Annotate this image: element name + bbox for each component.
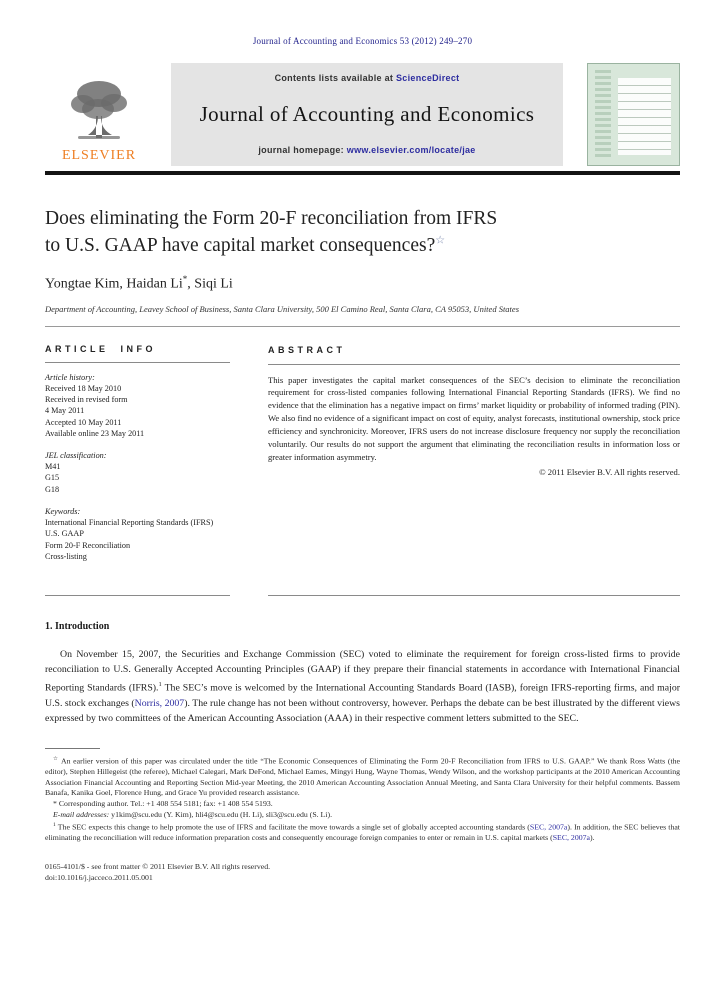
email-addresses-text: y1kim@scu.edu (Y. Kim), hli4@scu.edu (H. Li), sli3@scu.edu (S. Li). bbox=[109, 809, 333, 819]
title-block-divider bbox=[45, 326, 680, 327]
abstract-text: This paper investigates the capital market consequences of the SEC’s decision to eliminate the reconciliation requirement for cross-listed companies following International Financial Reporting Standards (IFRS). We find no evidence that the elimination has a negative impact on firms’ market liquidity or probability of informed trading (PIN). We also find no evidence of a significant impact on cost of equity, analyst forecasts, institutional ownership, stock price efficiency and synchronicity. Moreover, IFRS users do not increase disclosure frequency nor supply the reconciliation voluntarily. Our results do not support the argument that eliminating the reconciliation results in information loss or greater information asymmetry. bbox=[268, 374, 680, 462]
abstract-header-rule bbox=[268, 364, 680, 365]
intro-heading: 1. Introduction bbox=[45, 620, 110, 632]
sec-2007a-citation-link[interactable]: SEC, 2007a bbox=[552, 833, 590, 843]
footnote-corresponding-author bbox=[45, 799, 680, 810]
authors-pre: Yongtae Kim, Haidan Li bbox=[45, 276, 183, 292]
corresponding-author-asterisk: * bbox=[182, 274, 188, 284]
intro-text: ). The rule change has not been without controversy, however. Perhaps the debate can be best illustrated by the different views expressed by two committees of the American Accounting Association (AAA) in their respective comment letters submitted to the SEC. bbox=[45, 697, 680, 724]
cover-spine-decoration bbox=[595, 70, 611, 159]
history-line: Received 18 May 2010 bbox=[45, 384, 122, 394]
jel-label: JEL classification: bbox=[45, 451, 107, 461]
issn-copyright-line: 0165-4101/$ - see front matter © 2011 Elsevier B.V. All rights reserved. bbox=[45, 861, 271, 871]
cover-contents-lines bbox=[618, 78, 671, 155]
jel-code: G15 bbox=[45, 473, 60, 483]
keyword: U.S. GAAP bbox=[45, 529, 84, 539]
history-line: Available online 23 May 2011 bbox=[45, 428, 145, 438]
elsevier-wordmark: ELSEVIER bbox=[61, 148, 137, 163]
abstract-copyright: © 2011 Elsevier B.V. All rights reserved. bbox=[539, 466, 680, 477]
authors-line bbox=[45, 274, 680, 293]
sec-2007a-citation-link[interactable]: SEC, 2007a bbox=[529, 822, 568, 832]
elsevier-tree-icon bbox=[68, 78, 130, 146]
norris-2007-citation-link[interactable]: Norris, 2007 bbox=[134, 697, 185, 709]
footnote-emails bbox=[45, 810, 680, 821]
title-footnote-star: ☆ bbox=[435, 234, 446, 247]
history-line: Accepted 10 May 2011 bbox=[45, 417, 122, 427]
footnote-1-marker: 1 bbox=[53, 822, 56, 829]
keywords-label: Keywords: bbox=[45, 506, 81, 516]
abstract-header: ABSTRACT bbox=[268, 344, 346, 355]
jel-code: G18 bbox=[45, 484, 60, 494]
article-info-header-rule bbox=[45, 362, 230, 363]
article-info-header: ARTICLE INFO bbox=[45, 343, 156, 354]
banner-center bbox=[171, 63, 563, 166]
keyword: Form 20-F Reconciliation bbox=[45, 540, 131, 550]
intro-paragraph bbox=[45, 647, 680, 726]
keyword: International Financial Reporting Standards (IFRS) bbox=[45, 518, 214, 528]
elsevier-logo bbox=[45, 63, 153, 166]
homepage-prefix: journal homepage: bbox=[258, 145, 347, 155]
journal-title: Journal of Accounting and Economics bbox=[199, 101, 535, 126]
contents-line bbox=[275, 73, 460, 83]
footnote-corr-text: Corresponding author. Tel.: +1 408 554 5181; fax: +1 408 554 5193. bbox=[56, 798, 273, 808]
info-abstract-section bbox=[45, 344, 680, 596]
email-addresses-label: E-mail addresses: bbox=[53, 809, 110, 819]
footnote-star-marker: ☆ bbox=[53, 755, 59, 762]
sciencedirect-link[interactable]: ScienceDirect bbox=[396, 73, 460, 83]
footnote-1-text: ). In addition, the SEC believes that eliminating the reconciliation will reduce information preparation costs and consequently encourage foreign companies to enter or remain in U.S. capital markets ( bbox=[45, 822, 680, 843]
header-banner bbox=[45, 63, 680, 166]
footnote-star bbox=[45, 754, 680, 799]
journal-citation-line: Journal of Accounting and Economics 53 (2012) 249–270 bbox=[252, 36, 473, 46]
imprint-block bbox=[45, 861, 680, 883]
keyword: Cross-listing bbox=[45, 551, 87, 561]
intro-text: The SEC’s move is welcomed by the International Accounting Standards Board (IASB), foreign IFRS-reporting firms, and major U.S. stock exchanges ( bbox=[45, 682, 680, 709]
authors-post: , Siqi Li bbox=[187, 276, 233, 292]
affiliation: Department of Accounting, Leavey School of Business, Santa Clara University, 500 El Camino Real, Santa Clara, CA 95053, United States bbox=[45, 303, 519, 314]
footnote-1-reference: 1 bbox=[158, 681, 162, 689]
jel-code: M41 bbox=[45, 462, 61, 472]
footnote-1-text: The SEC expects this change to help promote the use of IFRS and facilitate the move towards a single set of globally accepted accounting standards ( bbox=[55, 822, 530, 832]
article-title bbox=[45, 205, 680, 259]
journal-cover-thumbnail bbox=[587, 63, 680, 166]
footnote-corr-marker: * bbox=[53, 798, 57, 808]
abstract-column bbox=[268, 344, 680, 596]
footnotes-block bbox=[45, 748, 680, 844]
header-thick-rule bbox=[45, 171, 680, 175]
intro-text: On November 15, 2007, the Securities and Exchange Commission (SEC) voted to eliminate the requirement for foreign cross-listed firms to provide reconciliation to U.S. Generally Accepted Accounting Principles (GAAP) if they prepare their financial statements in accordance with International Financial Reporting Standards (IFRS). bbox=[45, 648, 680, 694]
article-history-label: Article history: bbox=[45, 372, 95, 382]
history-line: Received in revised form bbox=[45, 395, 128, 405]
homepage-line bbox=[258, 145, 475, 155]
article-title-line2: to U.S. GAAP have capital market consequences? bbox=[45, 235, 436, 256]
footnote-1-text: ). bbox=[589, 833, 595, 843]
footnote-star-text: An earlier version of this paper was circulated under the title “The Economic Consequences of Eliminating the Form 20-F Reconciliation from IFRS to U.S. GAAP.” We thank Ross Watts (the editor), Stephen Hillegeist (the referee), Michael Calegari, Mark DeFond, Michael Eames, Mingyi Hung, Wayne Thomas, Wendy Wilson, and the workshop participants at the 2010 American Accounting Association Financial Accounting and Reporting Section Mid-year Meeting, the 2010 American Accounting Association Annual Meeting, and Santa Clara University for their helpful comments. Bassem Banafa, Kanika Goel, Florence Hung, and Grace Yu provided research assistance. bbox=[45, 756, 680, 798]
doi-line: doi:10.1016/j.jacceco.2011.05.001 bbox=[45, 872, 153, 882]
contents-prefix: Contents lists available at bbox=[274, 73, 396, 83]
article-info-column bbox=[45, 344, 230, 596]
history-line: 4 May 2011 bbox=[45, 406, 85, 416]
homepage-link[interactable]: www.elsevier.com/locate/jae bbox=[346, 145, 476, 155]
footnote-1 bbox=[45, 820, 680, 844]
article-title-line1: Does eliminating the Form 20-F reconciliation from IFRS bbox=[45, 208, 498, 229]
